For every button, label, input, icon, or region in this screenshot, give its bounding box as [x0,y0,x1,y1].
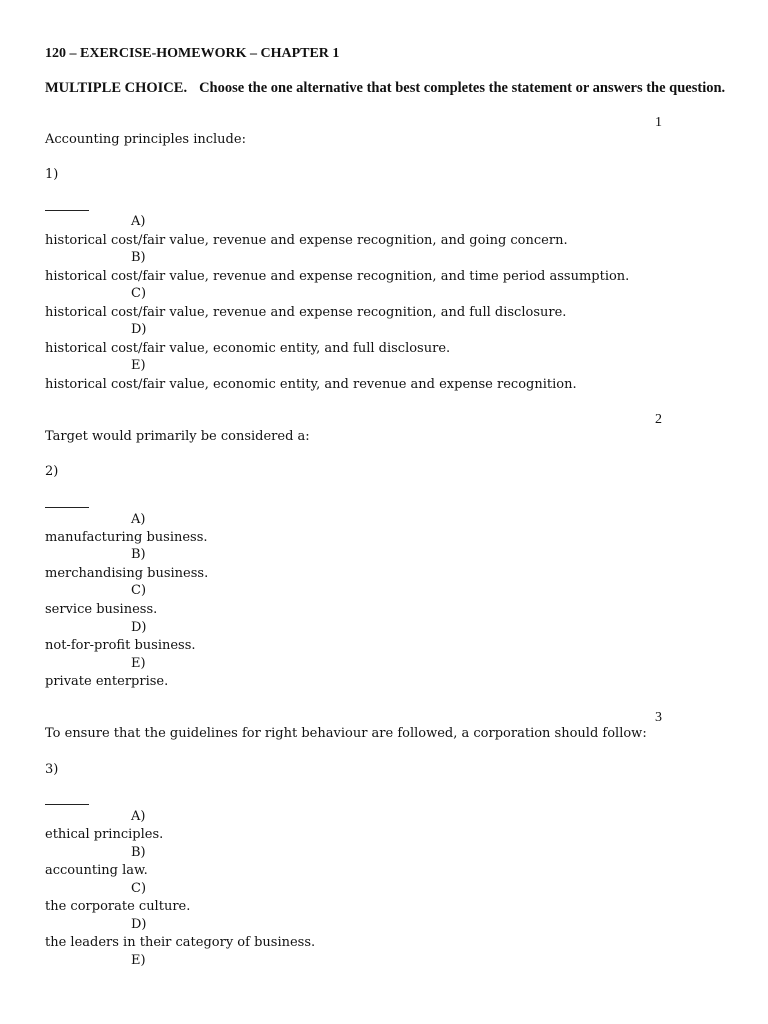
answer-blank [45,507,89,508]
option-letter: B) [131,845,146,860]
option-letter: A) [131,809,146,824]
option-letter: B) [131,250,146,265]
option-letter: C) [131,881,147,896]
option-letter: A) [131,214,146,229]
question-side-number: 3 [655,710,662,725]
instructions-text: Choose the one alternative that best completes the statement or answers the question. [199,80,726,96]
option-letter: D) [131,322,147,337]
question-number: 2) [45,464,59,479]
option-text: accounting law. [45,863,148,878]
option-letter: B) [131,547,146,562]
option-text: ethical principles. [45,827,164,842]
option-letter: A) [131,512,146,527]
option-text: manufacturing business. [45,530,208,545]
option-text: service business. [45,602,158,617]
option-text: historical cost/fair value, economic entity, and revenue and expense recognition. [45,377,577,392]
document-title: 120 – EXERCISE-HOMEWORK – CHAPTER 1 [45,46,340,61]
option-text: historical cost/fair value, revenue and expense recognition, and full disclosure. [45,305,567,320]
answer-blank [45,210,89,211]
answer-blank [45,804,89,805]
option-text: the leaders in their category of business. [45,935,316,950]
instructions-lead: MULTIPLE CHOICE. [45,80,188,96]
option-text: private enterprise. [45,674,169,689]
question-number: 1) [45,167,59,182]
option-letter: E) [131,358,146,373]
question-stem: Target would primarily be considered a: [45,429,310,444]
option-letter: C) [131,286,147,301]
question-number: 3) [45,762,59,777]
option-text: historical cost/fair value, revenue and expense recognition, and going concern. [45,233,568,248]
option-text: merchandising business. [45,566,209,581]
question-stem: Accounting principles include: [45,132,246,147]
option-text: not-for-profit business. [45,638,196,653]
option-letter: E) [131,953,146,968]
question-side-number: 2 [655,412,662,427]
option-text: historical cost/fair value, revenue and expense recognition, and time period assumption. [45,269,630,284]
option-letter: C) [131,583,147,598]
instructions [45,79,735,97]
option-text: the corporate culture. [45,899,191,914]
question-stem: To ensure that the guidelines for right behaviour are followed, a corporation should follow: [45,726,647,741]
question-side-number: 1 [655,115,662,130]
option-text: historical cost/fair value, economic entity, and full disclosure. [45,341,451,356]
option-letter: D) [131,620,147,635]
option-letter: D) [131,917,147,932]
option-letter: E) [131,656,146,671]
